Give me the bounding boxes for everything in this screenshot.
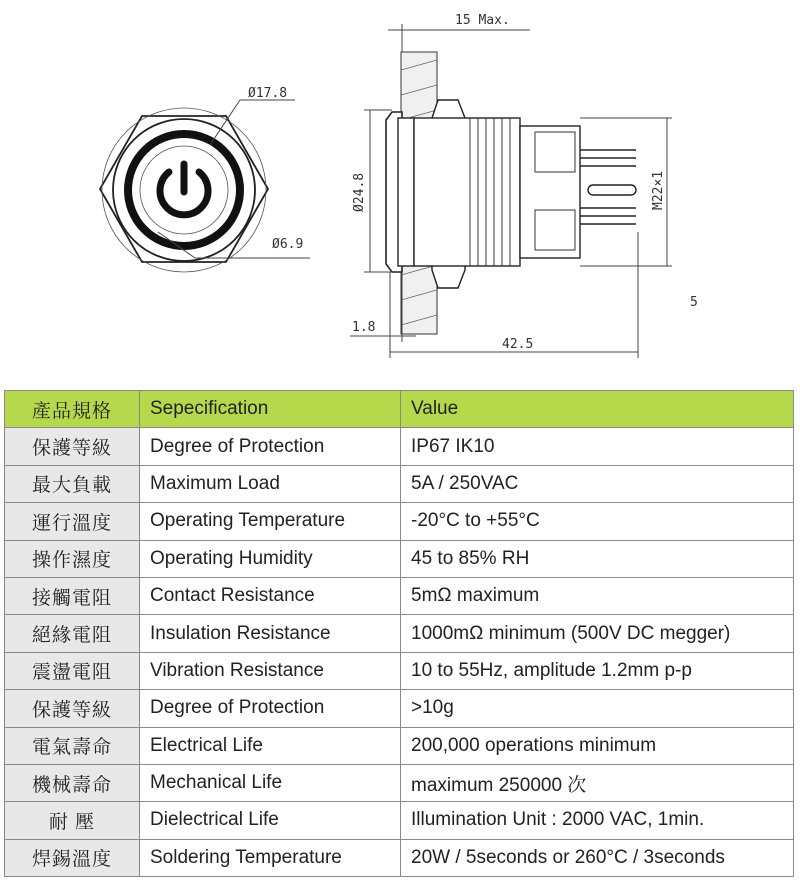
- row-value: 5A / 250VAC: [401, 465, 794, 502]
- header-value: Value: [401, 391, 794, 428]
- front-dia-outer-label: Ø17.8: [248, 86, 288, 101]
- row-cn-label: 機械壽命: [5, 764, 140, 801]
- row-cn-label: 震盪電阻: [5, 652, 140, 689]
- row-cn-label: 焊錫溫度: [5, 839, 140, 876]
- technical-drawing: [0, 0, 800, 380]
- table-row: [5, 727, 794, 764]
- row-value: IP67 IK10: [401, 428, 794, 465]
- table-row: [5, 540, 794, 577]
- spec-table-header: [5, 391, 794, 428]
- row-value: 45 to 85% RH: [401, 540, 794, 577]
- row-en-label: Degree of Protection: [140, 690, 401, 727]
- row-cn-label: 保護等級: [5, 690, 140, 727]
- dim-thread-label: M22×1: [651, 170, 666, 210]
- table-row: [5, 428, 794, 465]
- row-cn-label: 絕緣電阻: [5, 615, 140, 652]
- table-row: [5, 577, 794, 614]
- table-row: [5, 503, 794, 540]
- dim-diameter-label: Ø24.8: [352, 172, 367, 212]
- row-cn-label: 最大負載: [5, 465, 140, 502]
- front-view: [100, 86, 310, 272]
- leader-outer: [210, 100, 240, 145]
- row-value: 5mΩ maximum: [401, 577, 794, 614]
- table-row: [5, 802, 794, 839]
- threaded-body: [414, 118, 520, 266]
- row-en-label: Operating Temperature: [140, 503, 401, 540]
- table-row: [5, 465, 794, 502]
- table-row: [5, 764, 794, 801]
- row-cn-label: 保護等級: [5, 428, 140, 465]
- row-value: 10 to 55Hz, amplitude 1.2mm p-p: [401, 652, 794, 689]
- row-value: 1000mΩ minimum (500V DC megger): [401, 615, 794, 652]
- row-en-label: Operating Humidity: [140, 540, 401, 577]
- header-cn: 產品規格: [5, 391, 140, 428]
- row-en-label: Maximum Load: [140, 465, 401, 502]
- table-row: [5, 615, 794, 652]
- row-en-label: Soldering Temperature: [140, 839, 401, 876]
- dim-max-length-label: 15 Max.: [455, 13, 510, 28]
- row-cn-label: 耐 壓: [5, 802, 140, 839]
- front-dia-inner-label: Ø6.9: [272, 237, 304, 252]
- table-row: [5, 690, 794, 727]
- row-value: -20°C to +55°C: [401, 503, 794, 540]
- stray-mark: 5: [690, 295, 698, 310]
- row-cn-label: 電氣壽命: [5, 727, 140, 764]
- row-value: maximum 250000 次: [401, 764, 794, 801]
- table-row: [5, 652, 794, 689]
- row-en-label: Vibration Resistance: [140, 652, 401, 689]
- row-en-label: Mechanical Life: [140, 764, 401, 801]
- row-en-label: Contact Resistance: [140, 577, 401, 614]
- terminal-pins: [580, 150, 636, 224]
- header-en: Sepecification: [140, 391, 401, 428]
- row-en-label: Insulation Resistance: [140, 615, 401, 652]
- dim-total-length-label: 42.5: [502, 337, 534, 352]
- row-value: Illumination Unit : 2000 VAC, 1min.: [401, 802, 794, 839]
- row-en-label: Degree of Protection: [140, 428, 401, 465]
- row-en-label: Electrical Life: [140, 727, 401, 764]
- side-view: [350, 13, 698, 358]
- row-cn-label: 接觸電阻: [5, 577, 140, 614]
- table-row: [5, 839, 794, 876]
- row-cn-label: 運行溫度: [5, 503, 140, 540]
- row-cn-label: 操作濕度: [5, 540, 140, 577]
- row-value: 200,000 operations minimum: [401, 727, 794, 764]
- spec-table-body: [5, 428, 794, 877]
- dim-flange-label: 1.8: [352, 320, 376, 335]
- switch-block: [520, 126, 580, 258]
- power-symbol-icon: [160, 164, 208, 215]
- row-en-label: Dielectrical Life: [140, 802, 401, 839]
- row-value: >10g: [401, 690, 794, 727]
- spec-table: [4, 390, 794, 877]
- row-value: 20W / 5seconds or 260°C / 3seconds: [401, 839, 794, 876]
